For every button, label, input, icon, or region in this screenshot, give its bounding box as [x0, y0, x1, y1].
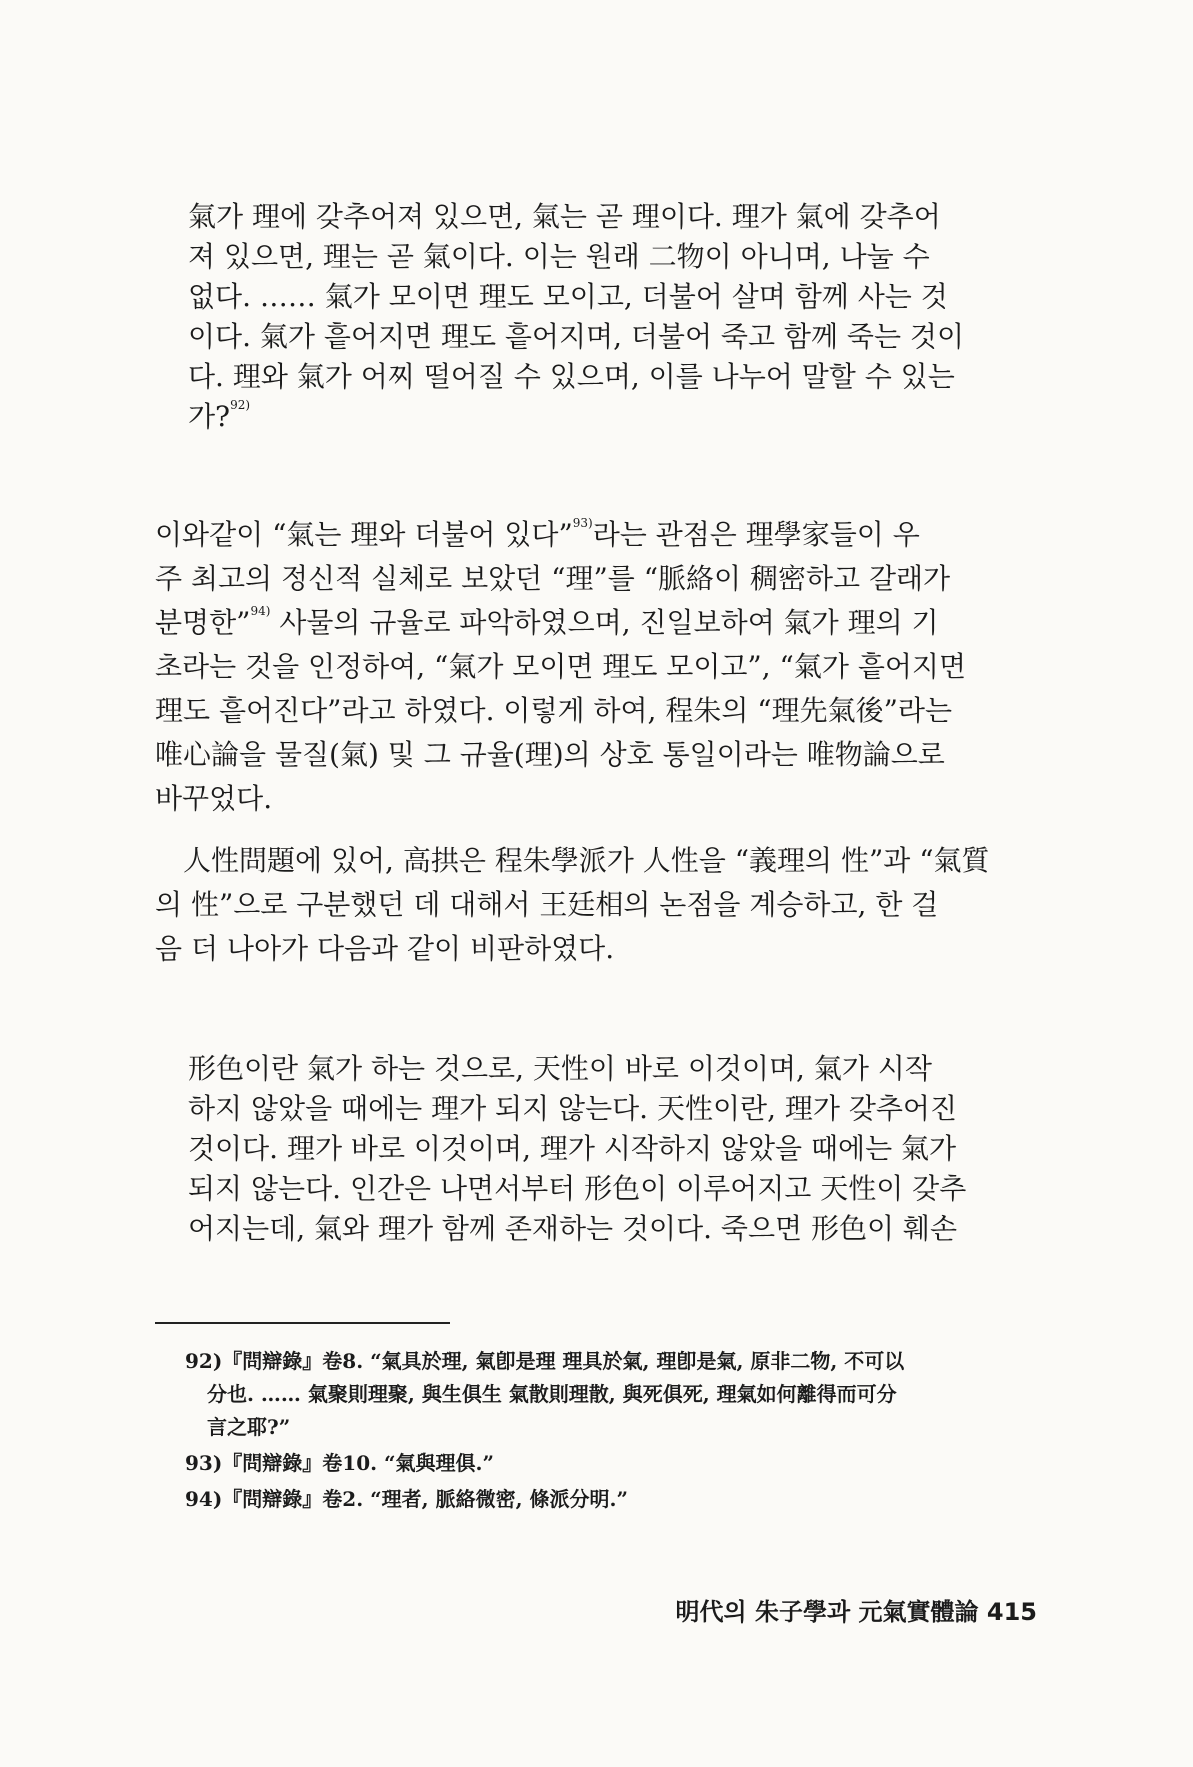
quote1-line-4: 이다. 氣가 흩어지면 理도 흩어지며, 더불어 죽고 함께 죽는 것이	[188, 320, 965, 353]
footnote-ref-92: 92)	[230, 398, 251, 412]
para1-line-3-a: 분명한”	[155, 606, 251, 639]
quote2-line-2: 하지 않았을 때에는 理가 되지 않는다. 天性이란, 理가 갖추어진	[188, 1092, 958, 1125]
footnote-divider	[155, 1322, 450, 1324]
footnote-94: 94)『問辯錄』卷2. “理者, 脈絡微密, 條派分明.”	[185, 1487, 628, 1511]
quote1-line-2: 져 있으면, 理는 곧 氣이다. 이는 원래 二物이 아니며, 나눌 수	[188, 240, 930, 273]
footnote-ref-94: 94)	[250, 604, 271, 618]
para1-line-4: 초라는 것을 인정하여, “氣가 모이면 理도 모이고”, “氣가 흩어지면	[155, 650, 967, 683]
footnote-92-line-2: 分也. …… 氣聚則理聚, 與生俱生 氣散則理散, 與死俱死, 理氣如何離得而可分	[207, 1382, 897, 1406]
para1-line-2: 주 최고의 정신적 실체로 보았던 “理”를 “脈絡이 稠密하고 갈래가	[155, 562, 951, 595]
para2-line-1: 人性問題에 있어, 高拱은 程朱學派가 人性을 “義理의 性”과 “氣質	[183, 844, 990, 877]
para1-line-1	[155, 516, 920, 551]
footnote-ref-93: 93)	[572, 516, 593, 530]
para1-line-7: 바꾸었다.	[155, 782, 273, 815]
quote1-line-1: 氣가 理에 갖추어져 있으면, 氣는 곧 理이다. 理가 氣에 갖추어	[188, 200, 941, 233]
quote1-line-6-text: 가?	[188, 400, 231, 433]
quote1-line-5: 다. 理와 氣가 어찌 떨어질 수 있으며, 이를 나누어 말할 수 있는	[188, 360, 955, 393]
footnote-93: 93)『問辯錄』卷10. “氣與理俱.”	[185, 1451, 495, 1475]
para1-line-3	[155, 604, 939, 639]
quote1-line-6	[188, 398, 251, 433]
para1-line-1-b: 라는 관점은 理學家들이 우	[592, 518, 920, 551]
footnote-92-line-3: 言之耶?”	[207, 1415, 291, 1439]
quote2-line-5: 어지는데, 氣와 理가 함께 존재하는 것이다. 죽으면 形色이 훼손	[188, 1212, 958, 1245]
running-footer-page-number: 明代의 朱子學과 元氣實體論 415	[675, 1598, 1037, 1626]
quote1-line-3: 없다. …… 氣가 모이면 理도 모이고, 더불어 살며 함께 사는 것	[188, 280, 948, 313]
para2-line-2: 의 性”으로 구분했던 데 대해서 王廷相의 논점을 계승하고, 한 걸	[155, 888, 939, 921]
quote2-line-3: 것이다. 理가 바로 이것이며, 理가 시작하지 않았을 때에는 氣가	[188, 1132, 957, 1165]
para2-line-3: 음 더 나아가 다음과 같이 비판하였다.	[155, 932, 615, 965]
para1-line-5: 理도 흩어진다”라고 하였다. 이렇게 하여, 程朱의 “理先氣後”라는	[155, 694, 953, 727]
footnote-92-line-1: 92)『問辯錄』卷8. “氣具於理, 氣卽是理 理具於氣, 理卽是氣, 原非二物, 不可以	[185, 1349, 905, 1373]
para1-line-3-b: 사물의 규율로 파악하였으며, 진일보하여 氣가 理의 기	[270, 606, 939, 639]
para1-line-1-a: 이와같이 “氣는 理와 더불어 있다”	[155, 518, 573, 551]
para1-line-6: 唯心論을 물질(氣) 및 그 규율(理)의 상호 통일이라는 唯物論으로	[155, 738, 945, 771]
quote2-line-1: 形色이란 氣가 하는 것으로, 天性이 바로 이것이며, 氣가 시작	[188, 1052, 932, 1085]
quote2-line-4: 되지 않는다. 인간은 나면서부터 形色이 이루어지고 天性이 갖추	[188, 1172, 967, 1205]
